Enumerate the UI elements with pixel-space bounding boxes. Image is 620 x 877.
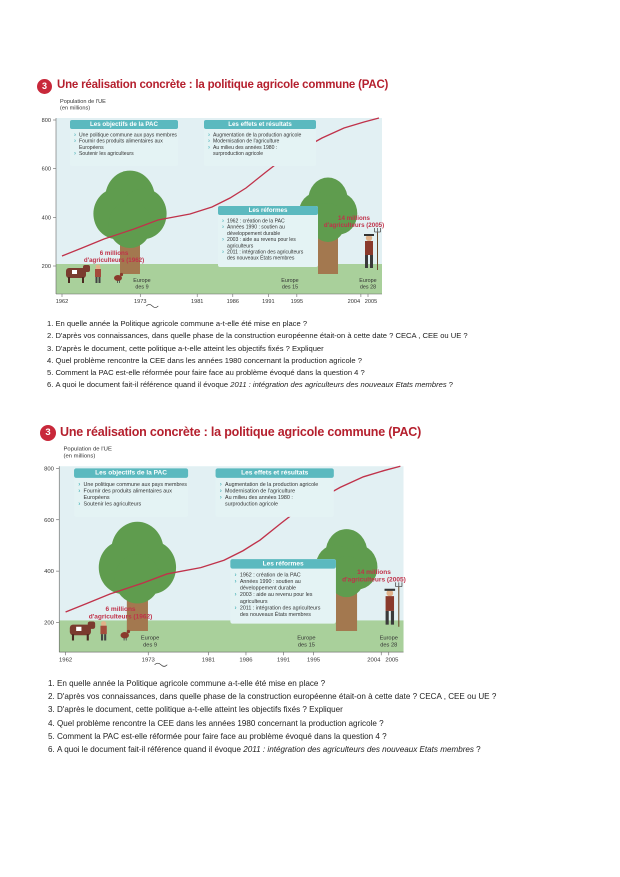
europe-label: des 9 <box>143 642 158 649</box>
y-tick-label: 200 <box>44 620 54 627</box>
question-text: En quelle année la Politique agricole commune a-t-elle été mise en place ? <box>57 679 326 688</box>
info-box-item: agriculteurs <box>227 243 254 250</box>
y-tick-label: 400 <box>44 569 54 576</box>
question-text: D'après vos connaissances, dans quelle phase de la construction européenne était-on à cette date ? CECA , CEE ou UE ? <box>57 692 497 702</box>
farmers-1962-label: d'agriculteurs (1962) <box>88 613 153 621</box>
question-item <box>48 743 496 756</box>
question-text: Comment la PAC est-elle réformée pour faire face au problème évoqué dans la question 4 ? <box>57 731 387 741</box>
bullet-chevron-icon: › <box>222 224 224 231</box>
y-axis-label: (en millions) <box>60 105 91 112</box>
bullet-chevron-icon: › <box>74 151 76 158</box>
questions-list <box>48 677 496 756</box>
bullet-chevron-icon: › <box>219 487 222 495</box>
question-number: 3. <box>47 343 56 353</box>
bullet-chevron-icon: › <box>234 604 237 612</box>
x-tick-label: 1962 <box>55 299 69 305</box>
farmer-part <box>101 634 103 640</box>
handwritten-mark <box>155 663 168 666</box>
question-end: ? <box>446 380 453 390</box>
x-tick-label: 1962 <box>59 657 73 664</box>
bullet-chevron-icon: › <box>219 493 222 501</box>
europe-label: Europe <box>359 278 377 284</box>
question-text: Quel problème rencontre la CEE dans les années 1980 concernant la production agricole ? <box>55 355 362 365</box>
question-text: Comment la PAC est-elle réformée pour faire face au problème évoqué dans la question 4 ? <box>55 368 365 378</box>
x-tick-label: 2005 <box>364 299 378 305</box>
x-tick-label: 2005 <box>385 657 399 664</box>
info-box-item: 2003 : aide au revenu pour les <box>239 592 313 599</box>
europe-label: Europe <box>297 635 316 642</box>
bullet-chevron-icon: › <box>208 144 210 151</box>
europe-label: Europe <box>133 278 151 284</box>
question-text: A quoi le document fait-il référence quand il évoque <box>55 380 231 390</box>
farmers-2005-label: 14 millions <box>338 215 370 222</box>
question-text: A quoi le document fait-il référence quand il évoque <box>57 745 244 755</box>
bullet-chevron-icon: › <box>74 132 76 139</box>
section-number-badge: 3 <box>37 79 52 94</box>
bullet-chevron-icon: › <box>222 249 224 256</box>
europe-label: Europe <box>140 635 160 642</box>
bullet-chevron-icon: › <box>234 578 237 586</box>
europe-label: des 28 <box>380 642 398 649</box>
europe-label: des 15 <box>281 284 299 291</box>
farmers-1962-label: d'agriculteurs (1962) <box>83 257 145 264</box>
question-quote: 2011 : intégration des agriculteurs des nouveaux Etats membres <box>243 745 474 755</box>
farmer-part <box>385 589 396 591</box>
info-box-item: surproduction agricole <box>225 501 278 508</box>
info-box-title: Les effets et résultats <box>228 120 292 128</box>
question-number: 1. <box>48 679 57 688</box>
farmer-part <box>101 621 106 626</box>
question-number: 1. <box>47 319 56 328</box>
info-box-title: Les réformes <box>262 560 304 568</box>
y-tick-label: 800 <box>41 118 51 124</box>
info-box-item: surproduction agricole <box>213 151 264 158</box>
info-box-item: Fournir des produits alimentaires aux <box>79 138 163 145</box>
europe-label: des 28 <box>359 284 377 291</box>
question-quote: 2011 : intégration des agriculteurs des nouveaux Etats membres <box>230 380 447 390</box>
farmers-2005-label: d'agriculteurs (2005) <box>323 222 385 229</box>
question-number: 5. <box>47 368 56 378</box>
question-item <box>48 717 496 730</box>
info-box-item: Années 1990 : soutien au <box>239 579 301 586</box>
farmers-2005-label: d'agriculteurs (2005) <box>342 576 406 584</box>
question-number: 4. <box>47 355 56 365</box>
section-title: Une réalisation concrète : la politique agricole commune (PAC) <box>57 79 389 91</box>
info-box-item: 2003 : aide au revenu pour les <box>227 237 296 244</box>
farmer-part <box>398 587 399 627</box>
x-tick-label: 2004 <box>347 299 361 305</box>
info-box-item: Au milieu des années 1980 : <box>213 144 278 151</box>
bullet-chevron-icon: › <box>78 480 81 488</box>
info-box-title: Les objectifs de la PAC <box>90 120 158 128</box>
farmers-1962-label: 6 millions <box>105 605 136 613</box>
farmer-part <box>104 634 106 640</box>
x-tick-label: 1995 <box>290 299 304 305</box>
info-box-item: Soutenir les agriculteurs <box>83 501 142 508</box>
bullet-chevron-icon: › <box>74 138 76 145</box>
question-number: 4. <box>48 718 57 728</box>
info-box-title: Les objectifs de la PAC <box>95 469 167 477</box>
question-number: 5. <box>48 731 57 741</box>
y-axis-label: Population de l'UE <box>60 99 106 105</box>
info-box-item: Années 1990 : soutien au <box>227 224 285 231</box>
info-box-title: Les réformes <box>248 206 288 214</box>
question-number: 2. <box>48 692 57 702</box>
y-tick-label: 400 <box>41 215 51 222</box>
cow-part <box>87 634 89 640</box>
chicken-part <box>127 630 130 633</box>
farmer-part <box>100 626 106 634</box>
x-tick-label: 2004 <box>367 657 381 664</box>
info-box-item: Fournir des produits alimentaires aux <box>83 488 172 495</box>
info-box-item: Augmentation de la production agricole <box>225 481 319 488</box>
x-tick-label: 1981 <box>201 657 215 664</box>
section-number-badge: 3 <box>40 425 56 441</box>
y-tick-label: 600 <box>41 166 51 173</box>
info-box-item: des nouveaux États membres <box>239 611 311 618</box>
chicken-part <box>126 638 127 641</box>
question-item <box>48 730 496 743</box>
farmers-1962-label: 6 millions <box>99 250 129 257</box>
question-number: 6. <box>47 380 56 390</box>
x-tick-label: 1981 <box>190 299 204 305</box>
x-tick-label: 1991 <box>276 657 291 664</box>
question-text: D'après vos connaissances, dans quelle phase de la construction européenne était-on à cette date ? CECA , CEE ou UE ? <box>55 331 468 341</box>
farmer-part <box>386 596 394 611</box>
bullet-chevron-icon: › <box>222 218 224 225</box>
pac-illustrated-chart <box>36 443 412 669</box>
question-item <box>48 677 496 690</box>
x-tick-label: 1973 <box>134 299 147 305</box>
bullet-chevron-icon: › <box>222 237 224 244</box>
x-tick-label: 1986 <box>226 299 240 305</box>
x-tick-label: 1973 <box>141 657 155 664</box>
info-box-item: Une politique commune aux pays membres <box>83 481 187 488</box>
info-box-item: développement durable <box>227 230 281 237</box>
info-box-item: Européens <box>83 494 110 501</box>
x-tick-label: 1991 <box>262 299 275 305</box>
info-box-item: agriculteurs <box>239 598 268 605</box>
question-end: ? <box>473 745 481 755</box>
europe-label: Europe <box>281 278 299 284</box>
europe-label: Europe <box>379 635 398 642</box>
farmer-part <box>386 611 389 625</box>
question-text: En quelle année la Politique agricole commune a-t-elle été mise en place ? <box>55 319 308 328</box>
cow-part <box>72 634 74 640</box>
info-box-item: Une politique commune aux pays membres <box>79 132 177 139</box>
info-box-item: Modernisation de l'agriculture <box>225 488 296 495</box>
info-box-title: Les effets et résultats <box>241 469 309 477</box>
info-box-item: des nouveaux États membres <box>227 255 295 262</box>
info-box-item: 1962 : création de la PAC <box>239 572 301 579</box>
bullet-chevron-icon: › <box>208 138 210 145</box>
question-item <box>48 703 496 716</box>
bullet-chevron-icon: › <box>78 500 81 508</box>
question-item <box>48 690 496 703</box>
info-box-item: 2011 : intégration des agriculteurs <box>227 249 304 256</box>
europe-label: des 9 <box>135 284 149 291</box>
info-box-item: Européens <box>79 144 104 151</box>
y-tick-label: 800 <box>44 466 54 473</box>
europe-label: des 15 <box>297 642 315 649</box>
farmer-part <box>391 611 394 625</box>
y-axis-label: (en millions) <box>63 453 96 460</box>
info-box-item: Modernisation de l'agriculture <box>213 138 280 145</box>
question-number: 2. <box>47 331 56 341</box>
y-tick-label: 600 <box>44 517 54 524</box>
cow-part <box>88 621 95 628</box>
bullet-chevron-icon: › <box>219 480 222 488</box>
question-text: D'après le document, cette politique a-t-elle atteint les objectifs fixés ? Expliquer <box>57 705 343 715</box>
x-tick-label: 1986 <box>239 657 253 664</box>
info-box-item: développement durable <box>239 585 297 592</box>
x-tick-label: 1995 <box>307 657 321 664</box>
farmers-2005-label: 14 millions <box>357 568 391 576</box>
chicken-part <box>124 638 125 641</box>
info-box-item: 2011 : intégration des agriculteurs <box>239 605 321 612</box>
question-text: D'après le document, cette politique a-t-elle atteint les objectifs fixés ? Expliquer <box>55 343 324 353</box>
question-number: 3. <box>48 705 57 715</box>
info-box-item: Soutenir les agriculteurs <box>79 151 134 158</box>
info-box-item: Augmentation de la production agricole <box>213 132 302 139</box>
bullet-chevron-icon: › <box>234 591 237 599</box>
info-box-item: 1962 : création de la PAC <box>227 218 285 225</box>
cow-part <box>76 627 81 631</box>
y-tick-label: 200 <box>41 264 51 270</box>
bullet-chevron-icon: › <box>208 132 210 139</box>
y-axis-label: Population de l'UE <box>63 446 112 453</box>
info-box-item: Au milieu des années 1980 : <box>225 494 293 501</box>
question-number: 6. <box>48 745 57 755</box>
section-title: Une réalisation concrète : la politique agricole commune (PAC) <box>60 425 422 439</box>
bullet-chevron-icon: › <box>78 487 81 495</box>
question-text: Quel problème rencontre la CEE dans les années 1980 concernant la production agricole ? <box>57 718 384 728</box>
bullet-chevron-icon: › <box>234 571 237 579</box>
